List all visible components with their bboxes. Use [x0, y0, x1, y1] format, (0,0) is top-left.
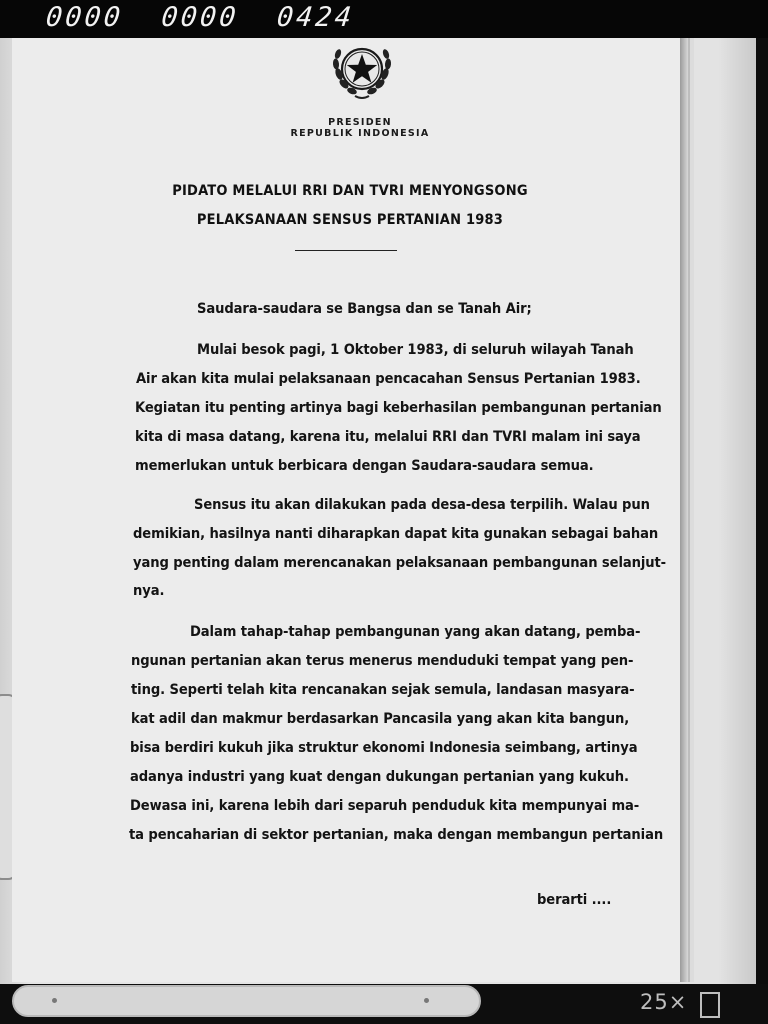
frame-code: 0000 0000 0424 — [44, 2, 356, 33]
garuda-star-wreath-emblem-icon — [319, 36, 405, 106]
slider-dot — [424, 998, 429, 1003]
title-line-1: PIDATO MELALUI RRI DAN TVRI MENYONGSONG — [172, 183, 528, 199]
org-line-presiden: PRESIDEN — [328, 117, 392, 128]
page-edge — [680, 38, 688, 982]
slider-dot — [52, 998, 57, 1003]
body-line: nya. — [133, 582, 165, 599]
title-line-2: PELAKSANAAN SENSUS PERTANIAN 1983 — [196, 212, 504, 228]
body-line: Air akan kita mulai pelaksanaan pencacahan Sensus Pertanian 1983. — [136, 370, 641, 387]
body-line: ta pencaharian di sektor pertanian, maka dengan membangun pertanian — [129, 826, 664, 843]
magnification-label: 25× — [640, 990, 688, 1014]
body-line: adanya industri yang kuat dengan dukungan pertanian yang kukuh. — [130, 768, 629, 785]
body-line: bisa berdiri kukuh jika struktur ekonomi Indonesia seimbang, artinya — [130, 739, 638, 756]
body-line: ngunan pertanian akan terus menerus menduduki tempat yang pen- — [131, 652, 634, 669]
body-line: Dalam tahap-tahap pembangunan yang akan datang, pemba- — [190, 623, 641, 640]
body-line: memerlukan untuk berbicara dengan Saudara-saudara semua. — [135, 457, 594, 474]
body-line: demikian, hasilnya nanti diharapkan dapat kita gunakan sebagai bahan — [133, 525, 659, 542]
body-line: Kegiatan itu penting artinya bagi keberhasilan pembangunan pertanian — [135, 399, 662, 416]
salutation: Saudara-saudara se Bangsa dan se Tanah Air; — [197, 300, 532, 317]
body-line: yang penting dalam merencanakan pelaksanaan pembangunan selanjut- — [133, 554, 667, 571]
film-strip-top — [0, 0, 768, 38]
continuation-text: berarti .... — [537, 891, 612, 908]
body-line: kat adil dan makmur berdasarkan Pancasila yang akan kita bangun, — [131, 710, 630, 727]
reader-slider[interactable] — [12, 985, 481, 1017]
body-line: Sensus itu akan dilakukan pada desa-desa terpilih. Walau pun — [194, 496, 650, 513]
body-line: Dewasa ini, karena lebih dari separuh penduduk kita mempunyai ma- — [130, 797, 640, 814]
body-line: kita di masa datang, karena itu, melalui RRI dan TVRI malam ini saya — [135, 428, 641, 445]
body-line: Mulai besok pagi, 1 Oktober 1983, di seluruh wilayah Tanah — [197, 341, 634, 358]
org-line-republik: REPUBLIK INDONESIA — [290, 128, 430, 139]
title-underline — [295, 250, 397, 251]
magnification-box-icon — [700, 992, 720, 1018]
body-line: ting. Seperti telah kita rencanakan sejak semula, landasan masyara- — [131, 681, 635, 698]
